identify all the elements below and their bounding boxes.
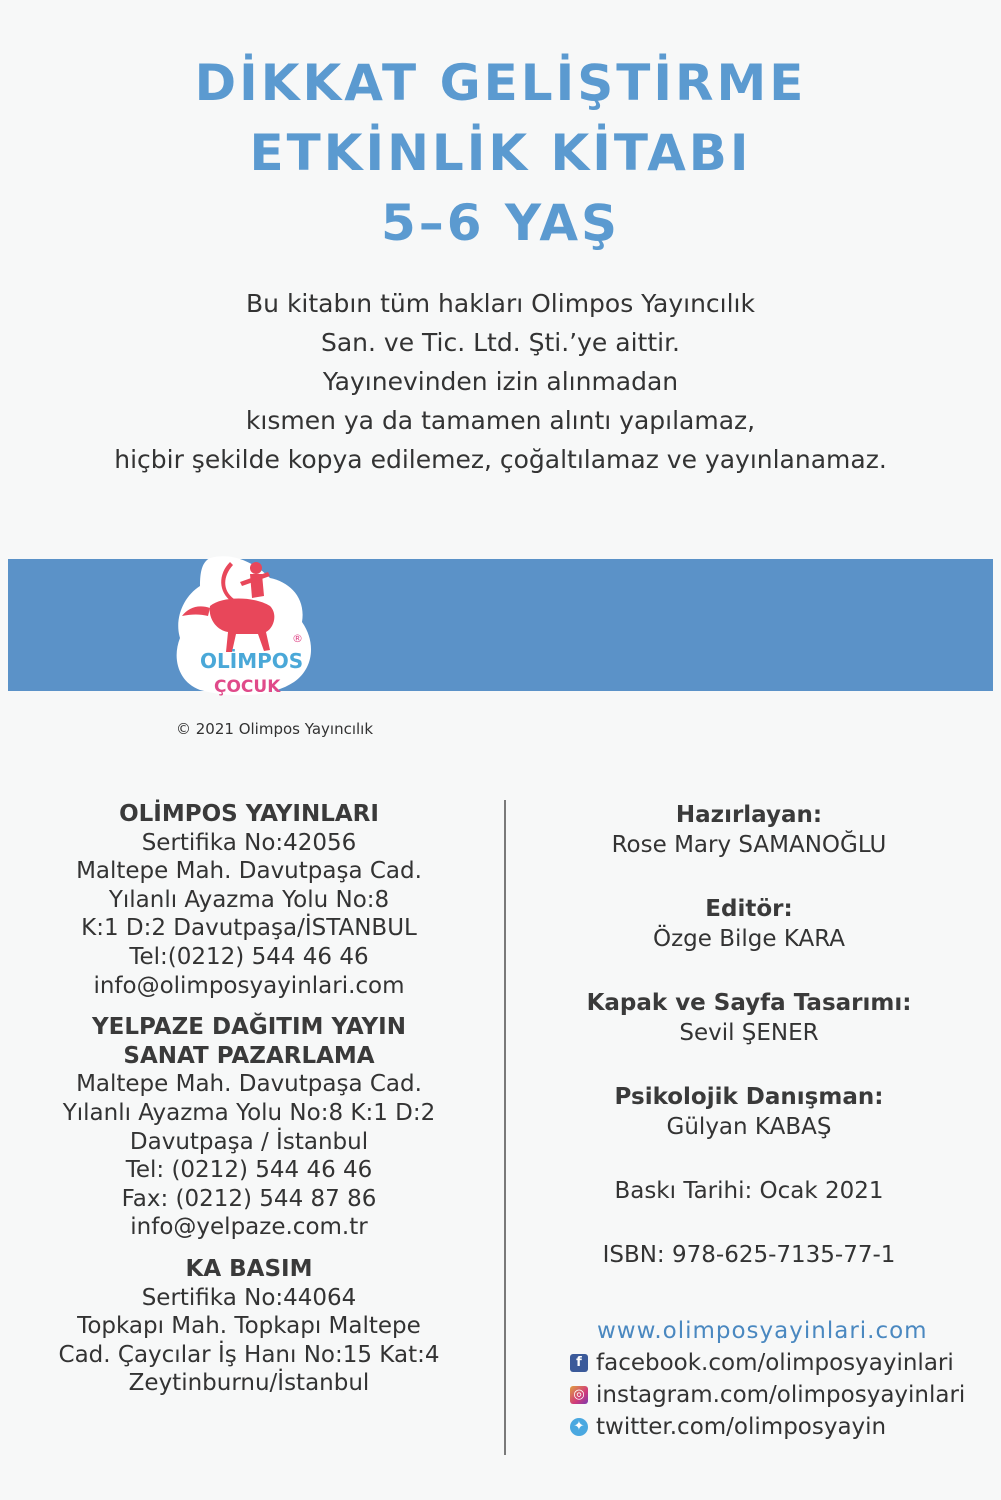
title-line-2: ETKİNLİK KİTABI xyxy=(249,124,752,182)
info-line: Yılanlı Ayazma Yolu No:8 K:1 D:2 xyxy=(62,1099,436,1126)
credit-name: Özge Bilge KARA xyxy=(652,926,846,952)
publisher-heading: OLİMPOS YAYINLARI xyxy=(119,801,379,827)
info-line: Cad. Çaycılar İş Hanı No:15 Kat:4 xyxy=(58,1341,440,1368)
registered-mark: ® xyxy=(292,632,303,645)
info-line: Zeytinburnu/İstanbul xyxy=(128,1370,370,1397)
info-line: Tel:(0212) 544 46 46 xyxy=(129,943,369,970)
credit-role: Hazırlayan: xyxy=(675,802,823,828)
instagram-row[interactable] xyxy=(570,1379,965,1411)
credit-name: Gülyan KABAŞ xyxy=(666,1114,832,1140)
info-line: K:1 D:2 Davutpaşa/İSTANBUL xyxy=(81,915,417,942)
credit-block xyxy=(560,800,938,860)
credit-role: Editör: xyxy=(705,896,793,922)
publisher-block xyxy=(20,800,478,1000)
distributor-block xyxy=(20,1013,478,1242)
rights-line: San. ve Tic. Ltd. Şti.’ye aittir. xyxy=(320,328,680,357)
publisher-info-column xyxy=(20,800,478,1411)
twitter-icon: ✦ xyxy=(570,1418,588,1436)
credit-block xyxy=(560,894,938,954)
isbn: ISBN: 978-625-7135-77-1 xyxy=(602,1242,896,1268)
print-date: Baskı Tarihi: Ocak 2021 xyxy=(614,1178,884,1204)
credit-block xyxy=(560,1082,938,1142)
twitter-row[interactable] xyxy=(570,1411,965,1443)
copyright-line: © 2021 Olimpos Yayıncılık xyxy=(176,720,374,738)
info-line: Maltepe Mah. Davutpaşa Cad. xyxy=(76,858,422,885)
website-link[interactable]: www.olimposyayinlari.com xyxy=(597,1318,928,1344)
olimpos-cocuk-logo xyxy=(170,552,320,702)
rights-line: kısmen ya da tamamen alıntı yapılamaz, xyxy=(245,406,756,435)
info-line: Tel: (0212) 544 46 46 xyxy=(125,1157,373,1184)
credit-name: Sevil ŞENER xyxy=(679,1020,819,1046)
info-line: Yılanlı Ayazma Yolu No:8 xyxy=(108,886,390,913)
distributor-heading: SANAT PAZARLAMA xyxy=(123,1042,375,1069)
distributor-heading: YELPAZE DAĞITIM YAYIN xyxy=(92,1014,406,1041)
column-divider xyxy=(504,800,506,1455)
printer-block xyxy=(20,1255,478,1398)
facebook-icon: f xyxy=(570,1354,588,1372)
twitter-link[interactable]: twitter.com/olimposyayin xyxy=(596,1414,887,1440)
info-line: info@olimposyayinlari.com xyxy=(93,972,405,999)
credit-block xyxy=(560,988,938,1048)
credit-role: Psikolojik Danışman: xyxy=(614,1084,884,1110)
credit-role: Kapak ve Sayfa Tasarımı: xyxy=(586,990,912,1016)
logo-text-cocuk: ÇOCUK xyxy=(214,677,281,697)
title-line-3: 5–6 YAŞ xyxy=(380,194,621,252)
facebook-row[interactable] xyxy=(570,1347,965,1379)
rights-line: hiçbir şekilde kopya edilemez, çoğaltılamaz ve yayınlanamaz. xyxy=(114,445,887,474)
social-links xyxy=(570,1315,965,1443)
info-line: Topkapı Mah. Topkapı Maltepe xyxy=(77,1313,421,1340)
book-title xyxy=(0,48,1001,258)
title-line-1: DİKKAT GELİŞTİRME xyxy=(194,54,807,112)
info-line: Sertifika No:44064 xyxy=(141,1284,357,1311)
info-line: Maltepe Mah. Davutpaşa Cad. xyxy=(76,1071,422,1098)
info-line: info@yelpaze.com.tr xyxy=(130,1214,368,1241)
rights-line: Yayınevinden izin alınmadan xyxy=(322,367,679,396)
facebook-link[interactable]: facebook.com/olimposyayinlari xyxy=(596,1350,954,1376)
printer-heading: KA BASIM xyxy=(185,1255,313,1282)
copyright-notice xyxy=(0,284,1001,479)
credits-column xyxy=(560,800,938,1270)
instagram-icon: ◎ xyxy=(570,1386,588,1404)
info-line: Fax: (0212) 544 87 86 xyxy=(121,1185,377,1212)
rights-line: Bu kitabın tüm hakları Olimpos Yayıncılık xyxy=(246,289,755,318)
info-line: Davutpaşa / İstanbul xyxy=(129,1128,369,1155)
logo-text-olimpos: OLİMPOS xyxy=(200,649,304,673)
blue-band xyxy=(8,559,993,691)
credit-name: Rose Mary SAMANOĞLU xyxy=(611,832,887,858)
instagram-link[interactable]: instagram.com/olimposyayinlari xyxy=(596,1382,966,1408)
info-line: Sertifika No:42056 xyxy=(141,829,357,856)
